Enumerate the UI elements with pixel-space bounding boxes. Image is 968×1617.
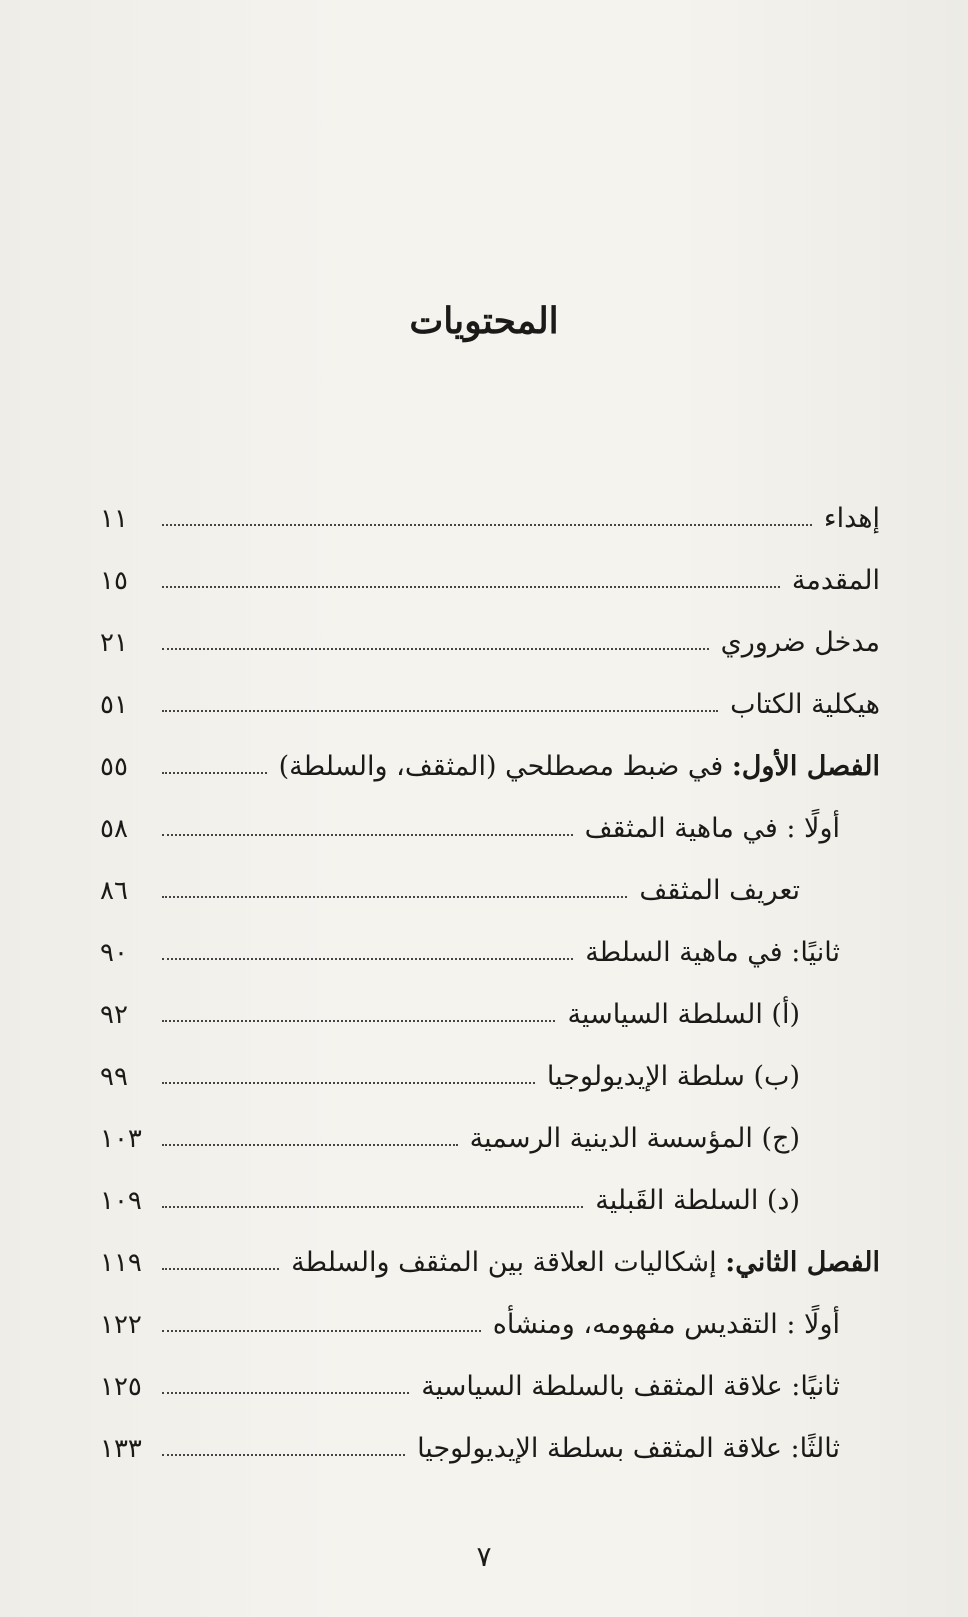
dot-leader bbox=[162, 833, 573, 836]
toc-entry-label: أولًا : التقديس مفهومه، ومنشأه bbox=[492, 1309, 840, 1340]
chapter-heading: الفصل الثاني: bbox=[725, 1247, 880, 1278]
toc-entry-label: ثانيًا: في ماهية السلطة bbox=[585, 937, 840, 968]
dot-leader bbox=[162, 1143, 458, 1146]
dot-leader bbox=[162, 585, 780, 588]
dot-leader bbox=[162, 1267, 279, 1270]
toc-entry-page: ٥١ bbox=[100, 690, 128, 720]
toc-entry-label: ثانيًا: علاقة المثقف بالسلطة السياسية bbox=[421, 1371, 840, 1402]
toc-entry-label: المقدمة bbox=[791, 565, 880, 596]
toc-entry-label: مدخل ضروري bbox=[720, 627, 880, 658]
dot-leader bbox=[162, 1329, 481, 1332]
toc-entry[interactable] bbox=[100, 532, 880, 594]
dot-leader bbox=[162, 895, 627, 898]
toc-entry-label bbox=[271, 753, 880, 780]
chapter-title: إشكاليات العلاقة بين المثقف والسلطة bbox=[291, 1247, 726, 1278]
toc-entry-page: ١٣٣ bbox=[100, 1434, 142, 1464]
toc-entry-page: ٩٩ bbox=[100, 1062, 128, 1092]
dot-leader bbox=[162, 1453, 405, 1456]
dot-leader bbox=[162, 647, 709, 650]
toc-entry-page: ١٢٥ bbox=[100, 1372, 142, 1402]
table-of-contents bbox=[100, 470, 880, 1462]
toc-entry-page: ٥٨ bbox=[100, 814, 128, 844]
toc-entry[interactable] bbox=[100, 904, 880, 966]
toc-entry-label: (د) السلطة القَبلية bbox=[595, 1185, 800, 1216]
toc-entry-page: ٩٢ bbox=[100, 1000, 128, 1030]
toc-entry-page: ١٠٣ bbox=[100, 1124, 142, 1154]
toc-entry-label: (أ) السلطة السياسية bbox=[567, 999, 800, 1030]
toc-entry-page: ٩٠ bbox=[100, 938, 128, 968]
toc-entry-label: أولًا : في ماهية المثقف bbox=[584, 813, 840, 844]
toc-entry[interactable] bbox=[100, 656, 880, 718]
dot-leader bbox=[162, 709, 718, 712]
toc-entry-page: ١٥ bbox=[100, 566, 128, 596]
dot-leader bbox=[162, 1019, 555, 1022]
toc-entry[interactable] bbox=[100, 470, 880, 532]
toc-entry-label: تعريف المثقف bbox=[639, 875, 800, 906]
toc-chapter-entry[interactable] bbox=[100, 1214, 880, 1276]
toc-entry-page: ٢١ bbox=[100, 628, 128, 658]
toc-entry-label: (ب) سلطة الإيديولوجيا bbox=[546, 1061, 800, 1092]
toc-entry[interactable] bbox=[100, 1276, 880, 1338]
dot-leader bbox=[162, 771, 267, 774]
toc-entry-label: إهداء bbox=[823, 503, 880, 534]
toc-entry-page: ٥٥ bbox=[100, 752, 128, 782]
toc-entry-page: ١٠٩ bbox=[100, 1186, 142, 1216]
dot-leader bbox=[162, 523, 812, 526]
toc-entry[interactable] bbox=[100, 594, 880, 656]
toc-chapter-entry[interactable] bbox=[100, 718, 880, 780]
page-title: المحتويات bbox=[409, 300, 559, 342]
toc-entry-label: (ج) المؤسسة الدينية الرسمية bbox=[469, 1123, 800, 1154]
toc-entry[interactable] bbox=[100, 780, 880, 842]
toc-entry-label bbox=[283, 1249, 880, 1276]
toc-entry[interactable] bbox=[100, 842, 880, 904]
toc-entry[interactable] bbox=[100, 966, 880, 1028]
chapter-heading: الفصل الأول: bbox=[731, 751, 880, 782]
toc-entry-label: هيكلية الكتاب bbox=[730, 689, 880, 720]
dot-leader bbox=[162, 1205, 583, 1208]
toc-entry[interactable] bbox=[100, 1028, 880, 1090]
toc-entry[interactable] bbox=[100, 1152, 880, 1214]
toc-entry-page: ١٢٢ bbox=[100, 1310, 142, 1340]
toc-entry-label: ثالثًا: علاقة المثقف بسلطة الإيديولوجيا bbox=[417, 1433, 840, 1464]
dot-leader bbox=[162, 1081, 535, 1084]
page-number: ٧ bbox=[476, 1540, 492, 1573]
toc-entry[interactable] bbox=[100, 1090, 880, 1152]
dot-leader bbox=[162, 1391, 409, 1394]
toc-entry-page: ١١ bbox=[100, 504, 128, 534]
toc-entry[interactable] bbox=[100, 1400, 880, 1462]
toc-entry[interactable] bbox=[100, 1338, 880, 1400]
toc-entry-page: ١١٩ bbox=[100, 1248, 142, 1278]
toc-entry-page: ٨٦ bbox=[100, 876, 128, 906]
dot-leader bbox=[162, 957, 573, 960]
chapter-title: في ضبط مصطلحي (المثقف، والسلطة) bbox=[278, 751, 732, 782]
